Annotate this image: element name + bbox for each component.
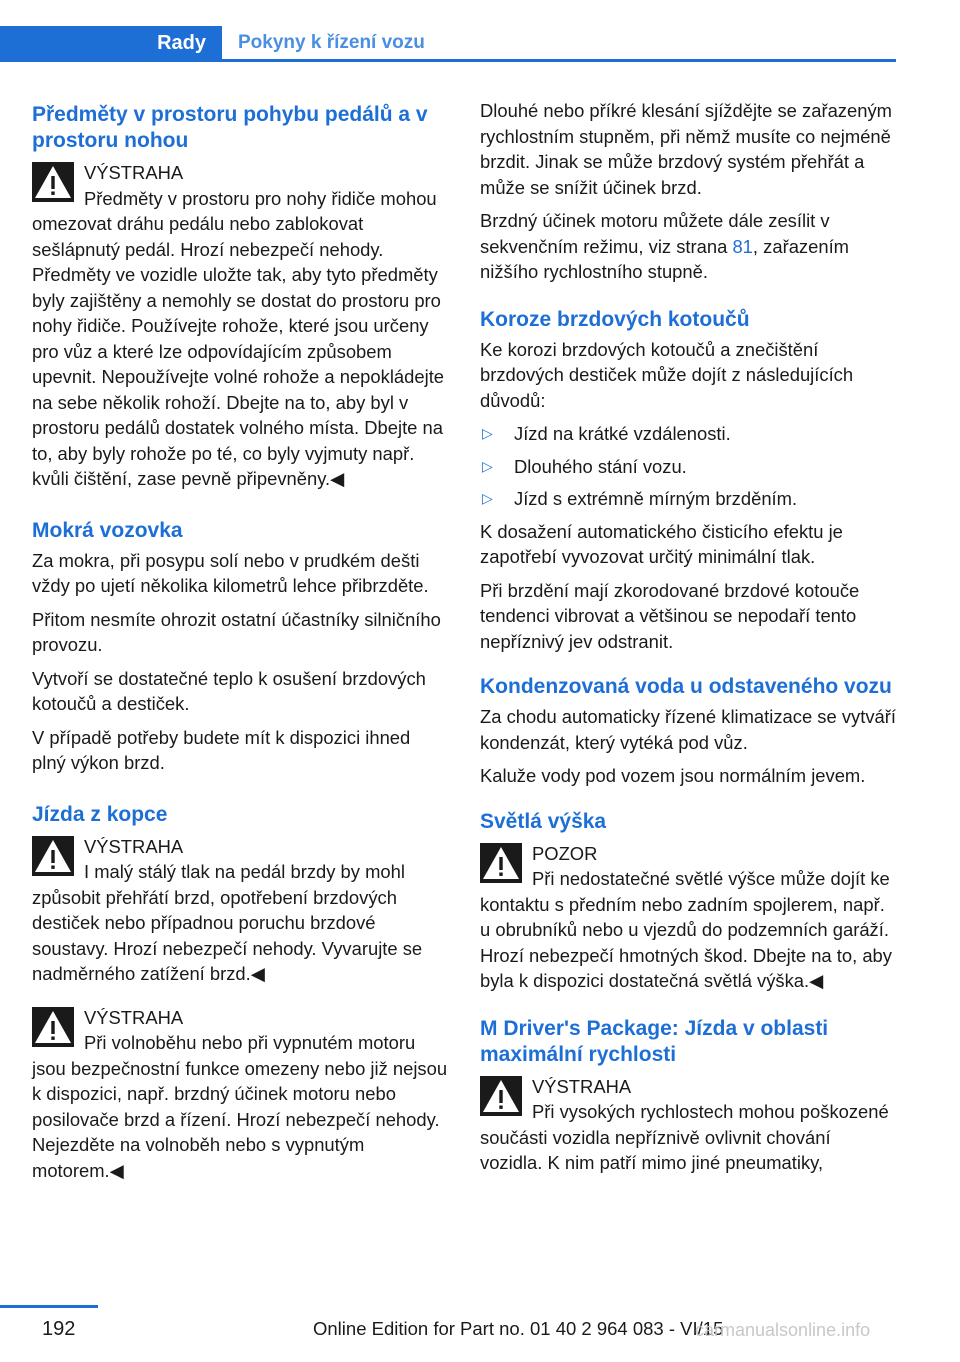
- paragraph: Kaluže vody pod vozem jsou normálním jevem.: [480, 765, 866, 786]
- warning-block: [32, 160, 448, 492]
- warning-label: VÝSTRAHA: [84, 835, 184, 857]
- footer-divider: [0, 1305, 98, 1308]
- paragraph: Za chodu automaticky řízené klimatizace se vytváří kondenzát, který vytéká pod vůz.: [480, 706, 896, 753]
- warning-triangle-icon: [480, 1076, 522, 1116]
- warning-text: Při volnoběhu nebo při vypnutém motoru jsou bezpečnostní funkce omezeny nebo již nejsou k dispozici, např. brzdný účinek motoru nebo posilovače brzd a řízení. Hrozí nebezpečí nehody. Nejezděte na volnoběh nebo s vypnutým motorem.◀: [32, 1032, 448, 1181]
- warning-triangle-icon: [32, 162, 74, 202]
- edition-text: Online Edition for Part no. 01 40 2 964 083 - VI/15: [313, 1318, 724, 1339]
- triangle-bullet-icon: ▷: [482, 490, 493, 506]
- list-item: ▷ Jízd na krátké vzdálenosti.: [480, 421, 896, 447]
- paragraph-with-link: Brzdný účinek motoru můžete dále zesílit v sekvenčním režimu, viz strana 81, zařazením nižšího rychlostního stupně.: [480, 210, 849, 282]
- left-column: [32, 102, 448, 1191]
- section-title-jizda-z-kopce: Jízda z kopce: [32, 802, 168, 826]
- warning-label: VÝSTRAHA: [84, 1006, 184, 1028]
- caution-block: [480, 841, 896, 994]
- section-title-m-drivers-package: M Driver's Package: Jízda v oblasti maximální rychlosti: [480, 1016, 829, 1066]
- right-column: [480, 98, 896, 1184]
- warning-triangle-icon: [32, 836, 74, 876]
- paragraph: Dlouhé nebo příkré klesání sjíždějte se zařazeným rychlostním stupněm, při němž musíte co nejméně brzdit. Jinak se může brzdový systém přehřát a může se snížit účinek brzd.: [480, 100, 892, 198]
- section-title-predmety: Předměty v prostoru pohybu pedálů a v prostoru nohou: [32, 103, 428, 152]
- warning-label: VÝSTRAHA: [84, 162, 184, 183]
- warning-block: [32, 1005, 448, 1184]
- section-title-mokra-vozovka: Mokrá vozovka: [32, 518, 183, 542]
- page-header: [0, 0, 896, 60]
- list-item: ▷ Dlouhého stání vozu.: [480, 454, 896, 480]
- bullet-list: [480, 421, 896, 512]
- section-title-kondenzovana-voda: Kondenzovaná voda u odstaveného vozu: [480, 675, 892, 698]
- caution-text: Při nedostatečné světlé výšce může dojít ke kontaktu s předním nebo zadním spojlerem, např. u obrubníků nebo u vjezdů do podzemních garáží. Hrozí nebezpečí hmotných škod. Dbejte na to, aby byla k dispozici dostatečná světlá výška.◀: [480, 868, 892, 991]
- triangle-bullet-icon: ▷: [482, 457, 493, 474]
- page-number: 192: [42, 1318, 76, 1340]
- header-tab-pokyny[interactable]: Pokyny k řízení vozu: [238, 32, 425, 53]
- warning-text: Při vysokých rychlostech mohou poškozené součásti vozidla nepříznivě ovlivnit chování vozidla. K nim patří mimo jiné pneumatiky,: [480, 1101, 889, 1173]
- paragraph: Přitom nesmíte ohrozit ostatní účastníky silničního provozu.: [32, 608, 441, 655]
- section-title-svetla-vyska: Světlá výška: [480, 809, 607, 833]
- warning-text: I malý stálý tlak na pedál brzdy by mohl způsobit přehřátí brzd, opotřebení brzdových destiček nebo případnou poruchu brzdové soustavy. Hrozí nebezpečí nehody. Vyvarujte se nadměrného zatížení brzd.◀: [32, 861, 423, 984]
- paragraph: Při brzdění mají zkorodované brzdové kotouče tendenci vibrovat a většinou se nepodaří tento nepříznivý jev odstranit.: [480, 579, 860, 652]
- section-title-koroze: Koroze brzdových kotoučů: [480, 307, 750, 331]
- warning-block: [32, 834, 448, 987]
- triangle-bullet-icon: ▷: [482, 425, 493, 441]
- paragraph: Vytvoří se dostatečné teplo k osušení brzdových kotoučů a destiček.: [32, 667, 426, 714]
- warning-block: [480, 1074, 896, 1176]
- caution-label: POZOR: [532, 842, 598, 864]
- paragraph: Za mokra, při posypu solí nebo v prudkém dešti vždy po ujetí několika kilometrů lehce přibrzděte.: [32, 549, 429, 596]
- warning-triangle-icon: [480, 843, 522, 883]
- warning-text: Předměty v prostoru pro nohy řidiče mohou omezovat dráhu pedálu nebo zablokovat sešlápnutý pedál. Hrozí nebezpečí nehody. Předměty ve vozidle uložte tak, aby tyto předměty byly zajištěny a nemohly se dostat do prostoru pro nohy řidiče. Používejte rohože, které jsou určeny pro vůz a které lze odpovídajícím způsobem upevnit. Nepoužívejte volné rohože a nepokládejte na sebe několik rohoží. Dbejte na to, aby byl v prostoru pedálů dostatek volného místa. Dbejte na to, aby byly rohože po té, co byly vyjmuty např. kvůli čištění, zase pevně připevněny.◀: [32, 187, 445, 489]
- header-divider: [0, 59, 896, 62]
- paragraph: V případě potřeby budete mít k dispozici ihned plný výkon brzd.: [32, 726, 411, 773]
- paragraph: Ke korozi brzdových kotoučů a znečištění brzdových destiček může dojít z následujících důvodů:: [480, 338, 854, 411]
- header-tab-rady[interactable]: Rady: [0, 26, 222, 60]
- paragraph: K dosažení automatického čisticího efektu je zapotřebí vyvozovat určitý minimální tlak.: [480, 520, 843, 567]
- warning-triangle-icon: [32, 1007, 74, 1047]
- watermark: carmanualsonline.info: [695, 1320, 871, 1340]
- page-reference-link[interactable]: 81: [732, 235, 753, 257]
- list-item: ▷ Jízd s extrémně mírným brzděním.: [480, 486, 896, 512]
- warning-label: VÝSTRAHA: [532, 1075, 632, 1097]
